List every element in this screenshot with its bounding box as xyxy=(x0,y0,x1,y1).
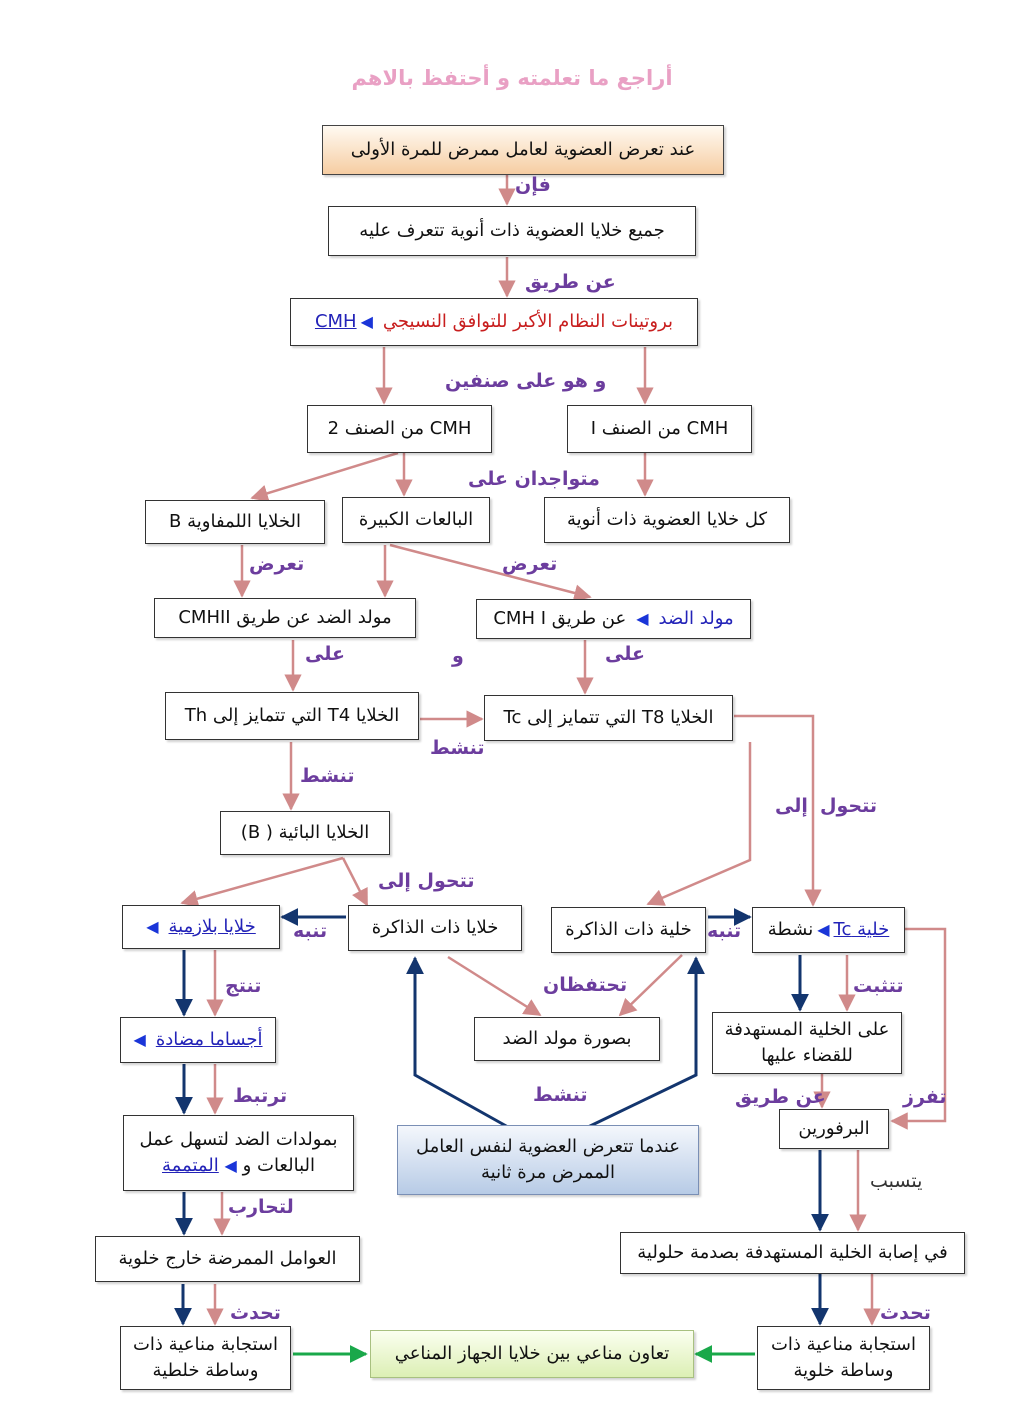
mhc-main-box xyxy=(290,298,698,346)
label-stimulate-right: تنبه xyxy=(707,920,742,942)
antigen-class1-box xyxy=(476,599,751,639)
label-then: فإن xyxy=(515,174,551,196)
antibodies-box xyxy=(120,1017,276,1063)
class1-box xyxy=(567,405,752,453)
label-on-left: على xyxy=(305,643,345,665)
b-lymph-text: الخلايا اللمفاوية B xyxy=(169,510,301,532)
arrow-class2-to-b xyxy=(252,453,398,498)
blue-left-triangle-icon: ◀ xyxy=(133,1030,146,1050)
b-naive-box xyxy=(220,811,390,855)
memory-cells-text: خلايا ذات الذاكرة xyxy=(371,916,499,938)
all-cells-text: جميع خلايا العضوية ذات أنوية تتعرف عليه xyxy=(359,219,665,241)
label-stimulate-left: تنبه xyxy=(293,920,328,942)
blue-left-triangle-icon: ◀ xyxy=(817,920,830,940)
first-exposure-text: عند تعرض العضوية لعامل ممرض للمرة الأولى xyxy=(350,138,696,160)
t4-text: الخلايا T4 التي تتمايز إلى Th xyxy=(184,704,400,726)
extracellular-text: العوامل الممرضة خارج خلوية xyxy=(118,1247,337,1269)
osmotic-text: في إصابة الخلية المستهدفة بصدمة حلولية xyxy=(637,1241,948,1263)
label-transform-b: إلى xyxy=(775,795,808,817)
cellular-text: استجابة مناعية ذات وساطة خلوية xyxy=(770,1333,917,1381)
antigen-image-box xyxy=(474,1017,660,1061)
tc-active-tail: نشطة xyxy=(767,918,814,940)
mhc-main-abbr[interactable]: CMH xyxy=(314,310,357,332)
label-present-on: متواجدان على xyxy=(468,468,600,490)
cooperation-text: تعاون مناعي بين خلايا الجهاز المناعي xyxy=(394,1342,670,1364)
arrow-memory-to-antigen-image xyxy=(448,957,540,1015)
plasma-box xyxy=(122,905,280,949)
nucleated-cells-box xyxy=(544,497,790,543)
label-keep: تحتفظان xyxy=(543,974,628,996)
class2-text: CMH من الصنف 2 xyxy=(327,417,472,439)
label-via: عن طريق xyxy=(525,271,616,293)
label-cause: يتسبب xyxy=(870,1170,923,1192)
cooperation-box xyxy=(370,1330,694,1378)
label-two-classes: و هو على صنفين xyxy=(445,370,607,392)
label-expose-right: تعرض xyxy=(502,553,558,575)
tc-active-box xyxy=(752,907,905,953)
label-secrete: تفرز xyxy=(903,1086,947,1108)
blue-left-triangle-icon: ◀ xyxy=(224,1156,237,1175)
bind-antigens-box xyxy=(123,1115,354,1191)
label-expose-left: تعرض xyxy=(249,553,305,575)
antigen-class1-text: مولد الضد xyxy=(658,607,734,629)
t8-box xyxy=(484,695,733,741)
label-produce-right: تحدث xyxy=(880,1302,931,1324)
label-fix: تتثبت xyxy=(853,975,904,997)
blue-left-triangle-icon: ◀ xyxy=(636,609,649,629)
target-cell-box xyxy=(712,1012,902,1074)
class2-box xyxy=(307,405,492,453)
label-activate-t4-t8: تنشط xyxy=(430,737,485,759)
label-produce: تنتج xyxy=(225,975,262,997)
class1-text: CMH من الصنف I xyxy=(590,417,729,439)
antigen-class2-box xyxy=(154,598,416,638)
target-cell-text: على الخلية المستهدفة للقضاء عليها xyxy=(724,1018,890,1066)
antigen-image-text: بصورة مولد الضد xyxy=(502,1027,632,1049)
macrophages-box xyxy=(342,497,490,543)
extracellular-box xyxy=(95,1236,360,1282)
arrow-b-to-memory xyxy=(343,858,367,905)
humoral-text: استجابة مناعية ذات وساطة خلطية xyxy=(132,1333,279,1381)
label-activate-b: تنشط xyxy=(300,765,355,787)
perforin-box xyxy=(779,1109,889,1149)
arrow-b-to-plasma xyxy=(182,858,343,903)
b-lymph-box xyxy=(145,500,325,544)
tc-memory-box xyxy=(551,907,706,953)
memory-cells-box xyxy=(348,905,522,951)
first-exposure-box xyxy=(322,125,724,175)
label-transform-memory: تتحول إلى xyxy=(378,870,475,892)
t4-box xyxy=(165,692,419,740)
humoral-box xyxy=(120,1326,291,1390)
macrophages-text: البالعات الكبيرة xyxy=(358,508,474,530)
second-exposure-box xyxy=(397,1125,699,1195)
arrow-t8-to-tc-memory xyxy=(648,742,750,904)
antibodies-text[interactable]: أجساما مضادة xyxy=(155,1028,263,1050)
t8-text: الخلايا T8 التي تتمايز إلى Tc xyxy=(503,706,714,728)
label-transform-a: تتحول xyxy=(820,795,877,817)
all-cells-box xyxy=(328,206,696,256)
bind-antigens-text: بمولدات الضد لتسهل عمل البالعات و xyxy=(139,1128,338,1176)
page-title: أراجع ما تعلمته و أحتفظ بالاهم xyxy=(351,66,673,90)
second-exposure-text: عندما تتعرض العضوية لنفس العامل الممرض مرة ثانية xyxy=(415,1135,681,1183)
bind-antigens-link[interactable]: المتممة xyxy=(162,1155,219,1176)
osmotic-box xyxy=(620,1232,965,1274)
label-and: و xyxy=(452,645,464,667)
tc-memory-text: خلية ذات الذاكرة xyxy=(565,918,692,940)
plasma-text[interactable]: خلايا بلازمية xyxy=(168,915,256,937)
blue-left-triangle-icon: ◀ xyxy=(146,917,159,937)
antigen-class1-tail: عن طريق CMH I xyxy=(493,607,627,629)
cellular-box xyxy=(757,1326,930,1390)
label-bind: ترتبط xyxy=(233,1085,288,1107)
label-via-perforin: عن طريق xyxy=(735,1086,826,1108)
tc-active-text[interactable]: خلية Tc xyxy=(833,918,890,940)
arrow-tcmemory-to-antigen-image xyxy=(620,955,682,1015)
b-naive-text: الخلايا البائية ( B) xyxy=(240,821,370,843)
label-activate-mid: تنشط xyxy=(533,1084,588,1106)
blue-left-triangle-icon: ◀ xyxy=(360,312,373,332)
antigen-class2-text: مولد الضد عن طريق CMHII xyxy=(178,606,392,628)
label-produce-left: تحدث xyxy=(230,1302,281,1324)
arrow-macro-to-antigen1 xyxy=(390,545,590,597)
label-on-right: على xyxy=(605,643,645,665)
mhc-main-text: بروتينات النظام الأكبر للتوافق النسيجي xyxy=(382,310,674,332)
nucleated-cells-text: كل خلايا العضوية ذات أنوية xyxy=(566,508,768,530)
perforin-text: البرفورين xyxy=(798,1117,870,1139)
label-fight: لتحارب xyxy=(228,1196,294,1218)
